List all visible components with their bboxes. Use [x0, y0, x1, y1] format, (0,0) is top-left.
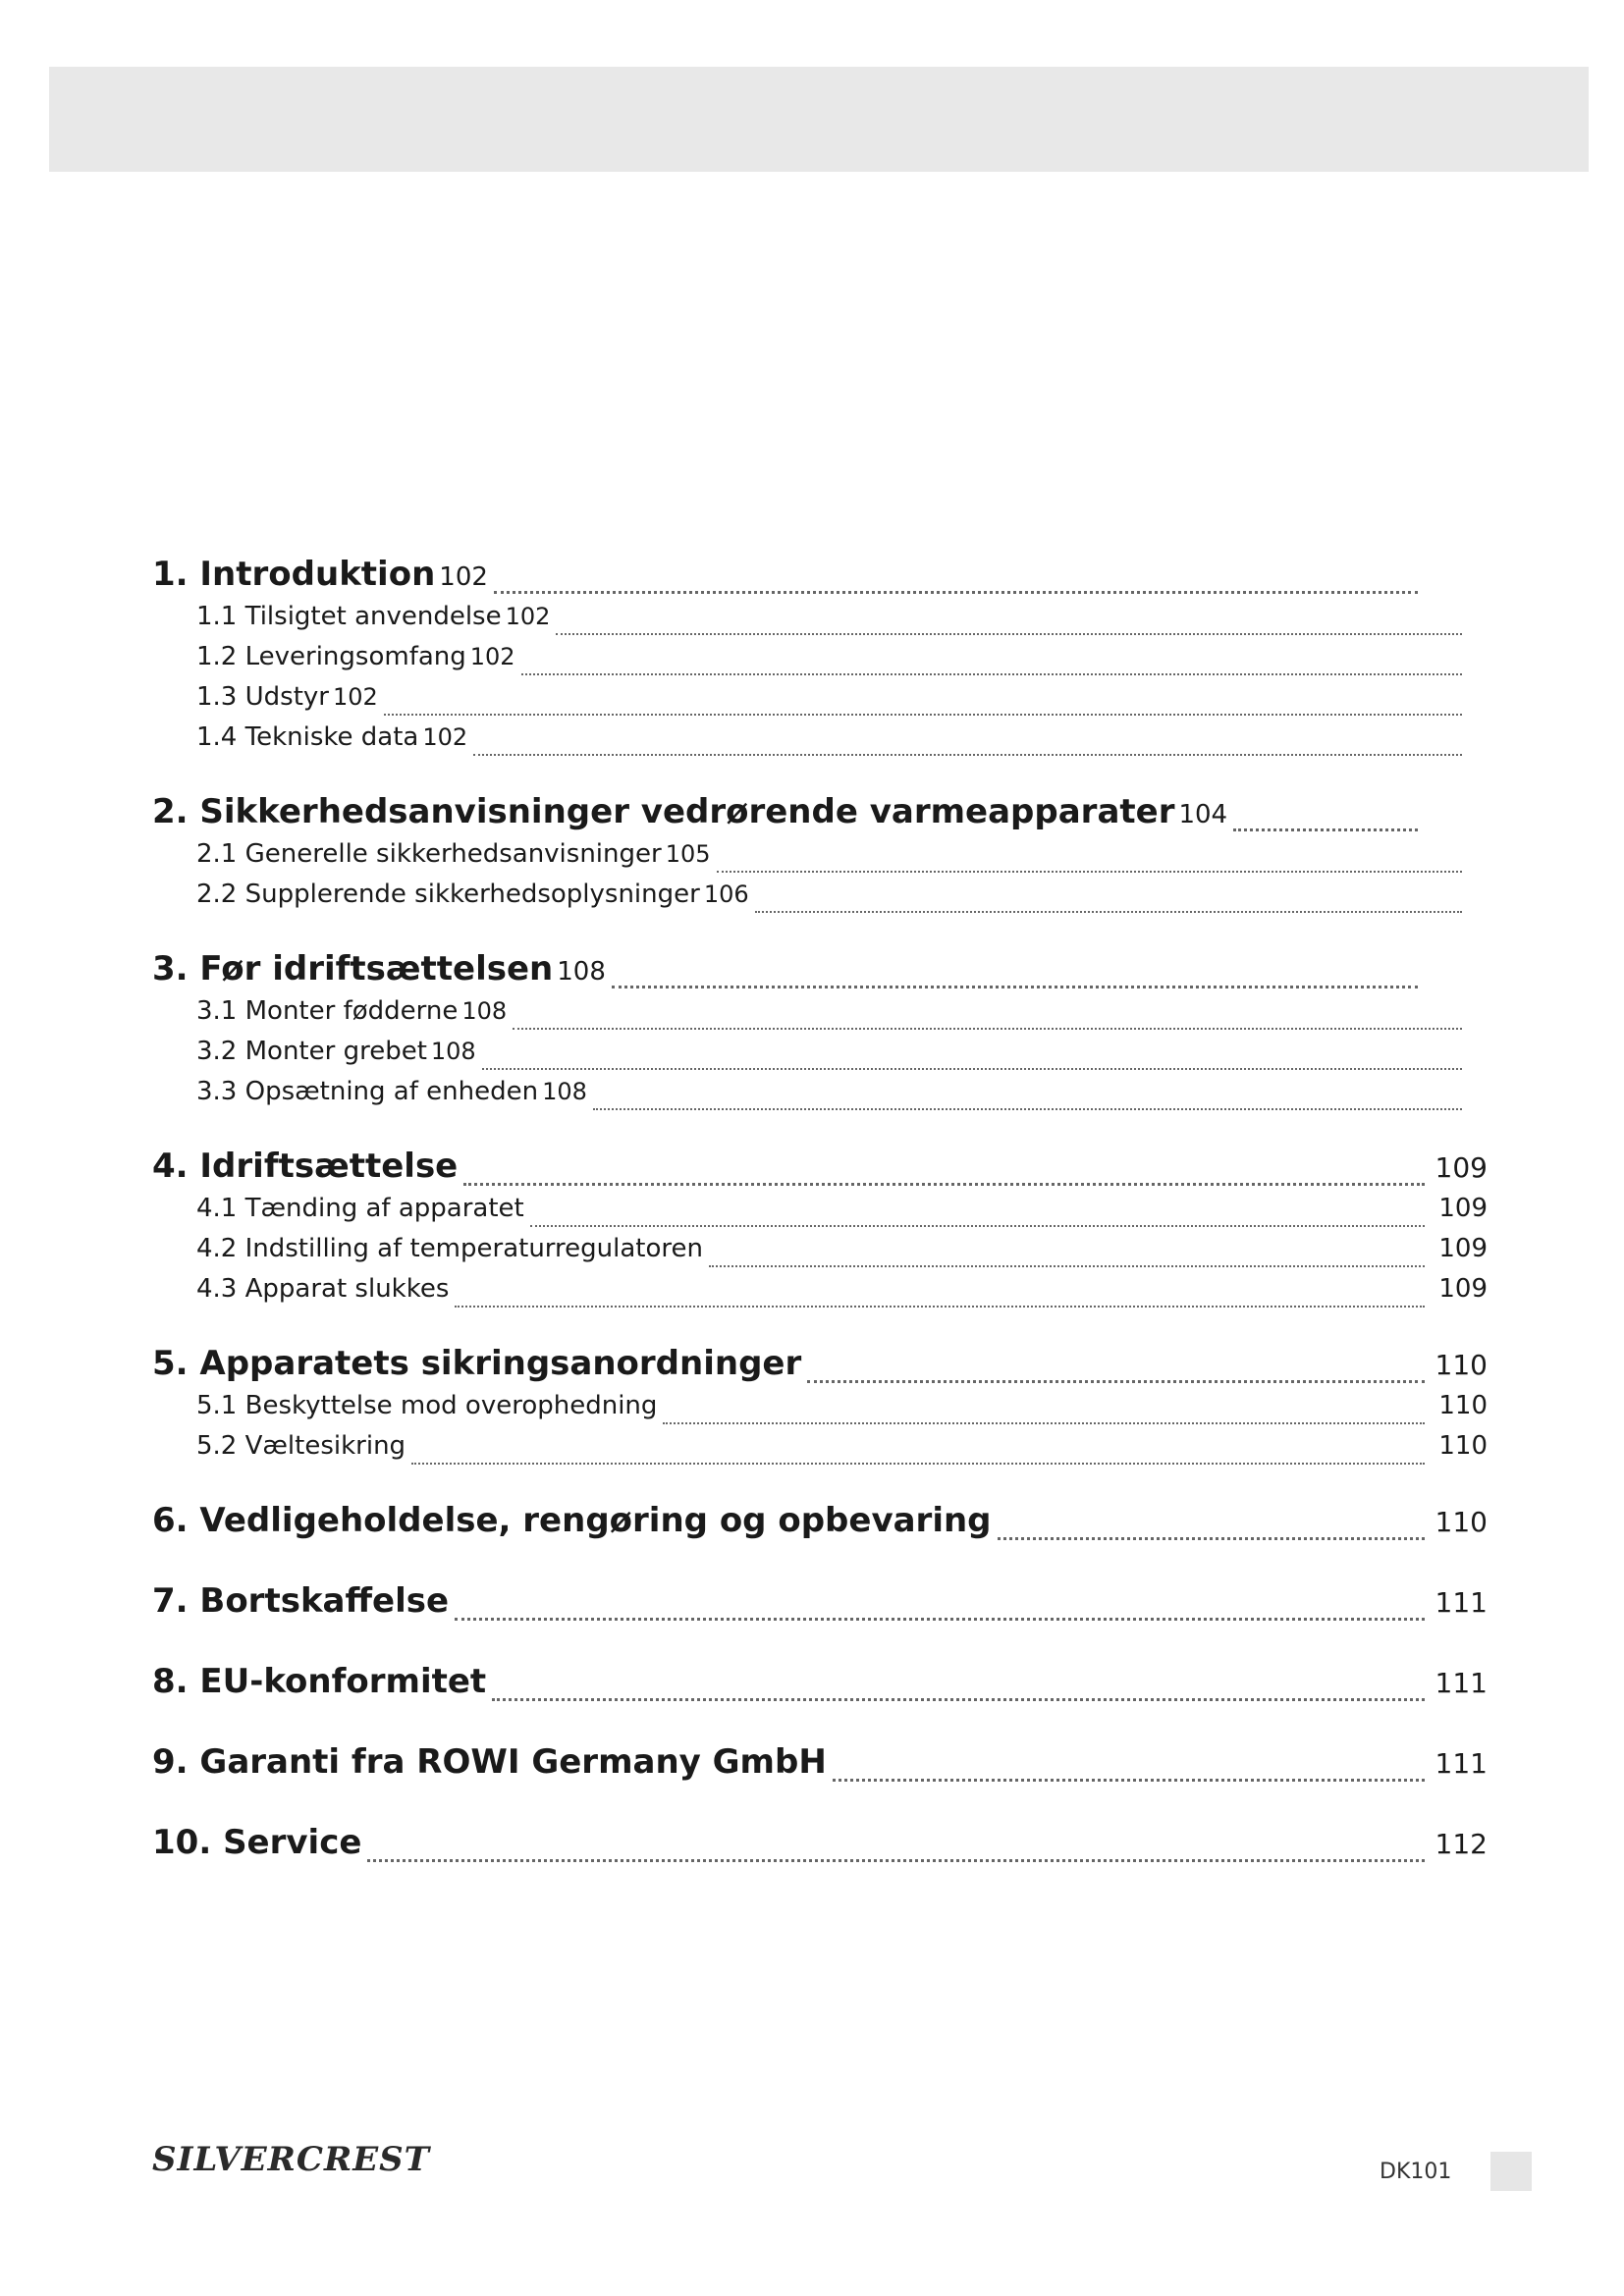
toc-entry-page: 111: [1435, 1747, 1488, 1780]
toc-entry[interactable]: [152, 1147, 1488, 1194]
leader-dots: [663, 1422, 1425, 1424]
toc-section-5: [152, 1344, 1488, 1471]
leader-dots: [998, 1537, 1425, 1540]
toc-subentry[interactable]: [152, 1274, 1488, 1314]
toc-subentry[interactable]: [152, 1077, 1468, 1117]
toc-entry[interactable]: [152, 1823, 1488, 1870]
toc-subentry-page: 108: [542, 1078, 587, 1105]
leader-dots: [717, 871, 1462, 873]
toc-subentry-label: 3.2 Monter grebet: [196, 1037, 427, 1066]
footer-tab-marker: [1490, 2152, 1532, 2191]
toc-entry[interactable]: [152, 1501, 1488, 1548]
toc-entry-title: 4. Idriftsættelse: [152, 1147, 459, 1186]
toc-subentry-page: 105: [665, 840, 711, 868]
toc-entry-page: 108: [557, 957, 606, 987]
toc-subentry[interactable]: [152, 682, 1468, 722]
toc-entry-page: 111: [1435, 1586, 1488, 1619]
toc-subentry[interactable]: [152, 1391, 1488, 1431]
leader-dots: [463, 1183, 1425, 1186]
toc-subentry-label: 2.1 Generelle sikkerhedsanvisninger: [196, 839, 662, 869]
leader-dots: [411, 1463, 1425, 1465]
toc-entry-page: 104: [1178, 800, 1228, 829]
toc-entry[interactable]: [152, 1662, 1488, 1709]
toc-subentry-label: 1.2 Leveringsomfang: [196, 642, 466, 671]
leader-dots: [492, 1698, 1425, 1701]
toc-subentry[interactable]: [152, 880, 1468, 920]
table-of-contents: [152, 555, 1488, 1903]
toc-entry-title: 10. Service: [152, 1823, 362, 1862]
toc-subentry-page: 102: [332, 683, 378, 711]
toc-subentry-label: 3.1 Monter fødderne: [196, 996, 459, 1026]
toc-entry[interactable]: [152, 1344, 1488, 1391]
leader-dots: [494, 591, 1418, 594]
toc-subentry[interactable]: [152, 1037, 1468, 1077]
toc-subentry[interactable]: [152, 839, 1468, 880]
leader-dots: [807, 1380, 1425, 1383]
toc-entry-title: 9. Garanti fra ROWI Germany GmbH: [152, 1742, 827, 1782]
toc-entry[interactable]: [152, 792, 1424, 839]
toc-subentry-page: 102: [422, 723, 468, 751]
toc-subentry[interactable]: [152, 642, 1468, 682]
toc-entry-page: 111: [1435, 1667, 1488, 1699]
toc-entry-title: 7. Bortskaffelse: [152, 1581, 450, 1621]
leader-dots: [513, 1028, 1462, 1030]
toc-subentry-page: 110: [1438, 1391, 1488, 1420]
leader-dots: [556, 633, 1462, 635]
leader-dots: [1233, 828, 1418, 831]
toc-entry-title: 1. Introduktion: [152, 555, 436, 594]
toc-subentry[interactable]: [152, 996, 1468, 1037]
toc-subentry[interactable]: [152, 602, 1468, 642]
leader-dots: [473, 754, 1462, 756]
toc-entry-title: 3. Før idriftsættelsen: [152, 949, 554, 988]
toc-entry[interactable]: [152, 555, 1424, 602]
toc-entry[interactable]: [152, 1742, 1488, 1789]
toc-subentry-label: 1.4 Tekniske data: [196, 722, 419, 752]
toc-subentry-page: 106: [703, 881, 749, 908]
toc-subentry[interactable]: [152, 1234, 1488, 1274]
header-band: [49, 67, 1589, 172]
page-number: DK101: [1380, 2160, 1452, 2184]
toc-subentry-label: 5.2 Væltesikring: [196, 1431, 406, 1461]
leader-dots: [455, 1306, 1425, 1308]
toc-subentry-label: 1.1 Tilsigtet anvendelse: [196, 602, 502, 631]
toc-entry-title: 8. EU-konformitet: [152, 1662, 487, 1701]
toc-subentry-label: 4.2 Indstilling af temperaturregulatoren: [196, 1234, 703, 1263]
toc-subentry-page: 102: [505, 603, 551, 630]
toc-subentry-label: 1.3 Udstyr: [196, 682, 329, 712]
leader-dots: [833, 1779, 1425, 1782]
toc-section-3: [152, 949, 1488, 1117]
toc-entry[interactable]: [152, 949, 1424, 996]
toc-subentry-page: 110: [1438, 1431, 1488, 1461]
toc-subentry-label: 4.1 Tænding af apparatet: [196, 1194, 524, 1223]
toc-subentry-page: 109: [1438, 1194, 1488, 1223]
toc-subentry-page: 109: [1438, 1274, 1488, 1304]
leader-dots: [482, 1068, 1462, 1070]
leader-dots: [521, 673, 1462, 675]
leader-dots: [384, 714, 1462, 716]
toc-entry-page: 102: [439, 562, 488, 592]
toc-entry-title: 6. Vedligeholdelse, rengøring og opbevaring: [152, 1501, 992, 1540]
leader-dots: [455, 1618, 1425, 1621]
toc-entry-page: 112: [1435, 1828, 1488, 1860]
leader-dots: [612, 986, 1418, 988]
toc-entry-page: 110: [1435, 1506, 1488, 1538]
leader-dots: [530, 1225, 1425, 1227]
toc-entry[interactable]: [152, 1581, 1488, 1629]
toc-subentry-page: 108: [461, 997, 508, 1025]
toc-subentry-page: 102: [469, 643, 515, 670]
toc-subentry-page: 108: [430, 1038, 476, 1065]
leader-dots: [593, 1108, 1462, 1110]
toc-subentry-page: 109: [1438, 1234, 1488, 1263]
toc-subentry[interactable]: [152, 722, 1468, 763]
leader-dots: [709, 1265, 1425, 1267]
toc-subentry-label: 3.3 Opsætning af enheden: [196, 1077, 539, 1106]
toc-subentry-label: 5.1 Beskyttelse mod overophedning: [196, 1391, 658, 1420]
toc-subentry[interactable]: [152, 1431, 1488, 1471]
leader-dots: [755, 911, 1462, 913]
toc-entry-page: 109: [1435, 1151, 1488, 1184]
brand-logo: SILVERCREST: [152, 2140, 430, 2179]
toc-subentry[interactable]: [152, 1194, 1488, 1234]
leader-dots: [367, 1859, 1425, 1862]
toc-entry-title: 5. Apparatets sikringsanordninger: [152, 1344, 802, 1383]
toc-subentry-label: 4.3 Apparat slukkes: [196, 1274, 450, 1304]
toc-section-2: [152, 792, 1488, 920]
toc-subentry-label: 2.2 Supplerende sikkerhedsoplysninger: [196, 880, 700, 909]
toc-entry-title: 2. Sikkerhedsanvisninger vedrørende varmeapparater: [152, 792, 1175, 831]
toc-section-4: [152, 1147, 1488, 1314]
toc-entry-page: 110: [1435, 1349, 1488, 1381]
toc-section-1: [152, 555, 1488, 763]
